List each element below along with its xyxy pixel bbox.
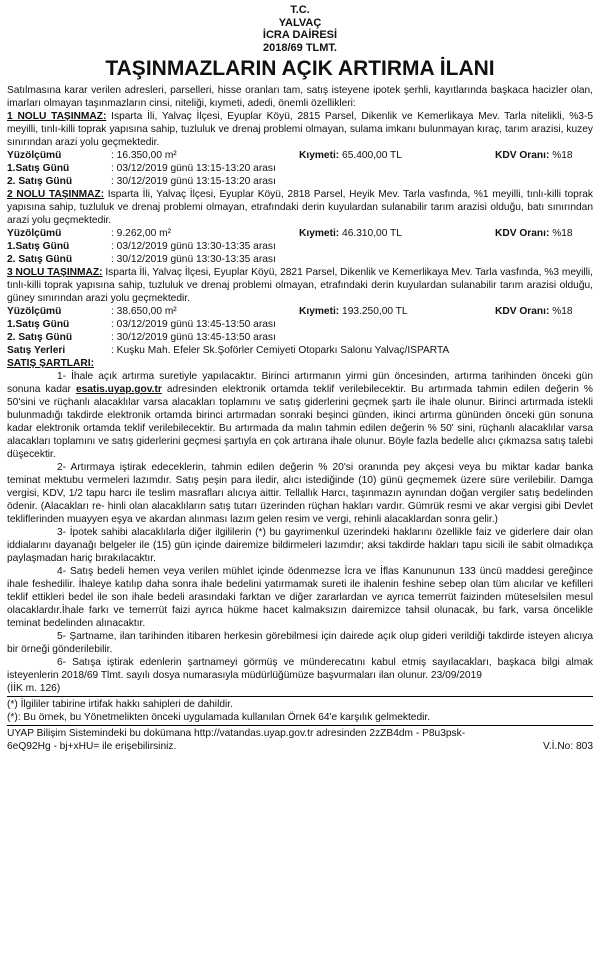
area-value: : 16.350,00 m² [111,150,177,161]
value-amount: 65.400,00 TL [342,150,402,161]
intro-text: Satılmasına karar verilen adresleri, parselleri, hisse oranları tam, satış isteyene ipotek şerhli, kayıtlarında başkaca hacizler olan, imarları olmayan taşınmazların cinsi, niteliği, kıymeti, adedi, önemli özellikleri: [7,85,593,109]
kdv-label: KDV Oranı: [495,150,550,161]
date-value: : 03/12/2019 günü 13:15-13:20 arası [111,163,276,174]
footnote-2: (*): Bu örnek, bu Yönetmelikten önceki uygulamada kullanılan Örnek 64'e karşılık gelmektedir. [7,712,431,723]
condition-5: 5- Şartname, ilan tarihinden itibaren herkesin görebilmesi için dairede açık olup gideri verildiği takdirde isteyen alıcıya bir örneği gönderilebilir. [7,631,593,655]
lot-2-description [7,188,593,227]
lot-2-values [7,227,593,240]
date-label: 1.Satış Günü [7,163,70,174]
sale-place [7,344,593,357]
footnote-1: (*) İlgililer tabirine irtifak hakkı sahipleri de dahildir. [7,699,233,710]
value-label: Kıymeti: [299,228,340,239]
value-amount: 46.310,00 TL [342,228,402,239]
area-label: Yüzölçümü [7,150,62,161]
lot-1-label: 1 NOLU TAŞINMAZ: [7,111,107,122]
lot-1-date-2 [7,175,593,188]
lot-3-values [7,305,593,318]
page-title: TAŞINMAZLARIN AÇIK ARTIRMA İLANI [105,57,495,80]
date-value: : 30/12/2019 günü 13:30-13:35 arası [111,254,276,265]
conditions-title: SATIŞ ŞARTLARI: [7,358,94,369]
area-label: Yüzölçümü [7,228,62,239]
condition-2: 2- Artırmaya iştirak edeceklerin, tahmin edilen değerin % 20'si oranında pey akçesi veya bu miktar kadar banka teminat mektubu vermeleri lazımdır. Satış peşin para iledir, alıcı istediğinde (10) günü geçmemek üzere süre verilebilir. Damga vergisi, KDV, 1/2 tapu harcı ile teslim masrafları alıcıya aittir. Tellallık Harcı, taşınmazın aynından doğan vergiler satış bedelinden ödenir. (Alacakları re- hinli olan alacaklıların satış tutarı üzerinden rüçhan hakları vardır. Gümrük resmi ve akar vergisi gibi Devlet tekliflerinden muayyen eşya ve akardan alınması lazım gelen resim ve vergi, rehinli alacaklardan sonra gelir.) [7,462,593,525]
lot-1-date-1 [7,162,593,175]
condition-6: 6- Satışa iştirak edenlerin şartnameyi görmüş ve münderecatını kabul etmiş sayılacakları, başkaca bilgi almak isteyenlerin 2018/69 Tlmt. sayılı dosya numarasıyla müdürlüğümüze başvurmaları ilan olunur. 23/09/2019 [7,657,593,681]
lot-1-text: Isparta İli, Yalvaç İlçesi, Eyuplar Köyü, 2815 Parsel, Dikenlik ve Kemerlikaya Mev. Tarla nitelikli, %3-5 meyilli, tınlı-killi toprak yapısına sahip, tuzluluk ve drenaj problemi olmayan, sulama imkanı bulunmayan kıraç, tarım arazisi, kuzey sınırından arazi yolu geçmektedir. [7,111,594,148]
area-value: : 38.650,00 m² [111,306,177,317]
date-value: : 30/12/2019 günü 13:15-13:20 arası [111,176,276,187]
lot-2-date-1 [7,240,593,253]
condition-1-text-b: adresinden elektronik ortamda teklif verilebilecektir. Bu artırmada tahmin edilen değerin % 50'sini ve rüçhanlı alacaklılar varsa alacakları toplamını ve satış giderlerini geçmek şartı ile ihale olunur. Birinci artırmada istekli bulunmadığı takdirde elektronik ortamda birinci artırmadan sonraki beşinci günden, ikinci artırma gününden önceki gün sonuna kadar elektronik ortamda teklif verilebilecektir. Bu artırmada da malın tahmin edilen değerin % 50' sini, rüçhanlı alacaklılar varsa alacakları toplamını ve satış giderlerini geçmesi şartıyla en çok artırana ihale olunur. Böyle fazla bedelle alıcı çıkmazsa satış talebi düşecektir. [7,384,593,460]
lot-1-values [7,149,593,162]
header-office: İCRA DAİRESİ [262,29,338,41]
date-value: : 30/12/2019 günü 13:45-13:50 arası [111,332,276,343]
header-tc: T.C. [290,4,310,16]
divider [7,725,593,726]
value-label: Kıymeti: [299,306,340,317]
footer-notice-number: V.İ.No: 803 [542,741,593,752]
condition-3: 3- İpotek sahibi alacaklılarla diğer ilgililerin (*) bu gayrimenkul üzerindeki haklarını özellikle faiz ve giderlere dair olan iddialarını dayanağı belgeler ile (15) gün içinde dairemize bildirmeleri lazımdır; aksi takdirde hakları tapu sicili ile sabit olmadıkça paylaşmadan hariç bırakılacaktır. [7,527,593,564]
lot-2-date-2 [7,253,593,266]
footer-line-2 [7,740,593,753]
lot-3-text: Isparta İli, Yalvaç İlçesi, Eyuplar Köyü, 2821 Parsel, Dikenlik ve Kemerlikaya Mev. Tarla vasfında, %3 meyilli, tınlı-killi toprak yapısına sahip, tuzluluk ve drenaj problemi olmayan, etrafındaki derin kuyulardan sulanabilir tarım arazisi olduğu, güney sınırından arazi yolu geçmektedir. [7,267,593,304]
value-label: Kıymeti: [299,150,340,161]
esatis-link[interactable]: esatis.uyap.gov.tr [75,384,162,395]
date-label: 1.Satış Günü [7,319,70,330]
condition-1-text-a: 1- İhale açık artırma suretiyle yapılacaktır. Birinci artırmanın yirmi gün öncesinden, artırma tarihinden önceki gün sonuna kadar [7,371,593,395]
area-value: : 9.262,00 m² [111,228,172,239]
kdv-value: %18 [552,228,573,239]
date-label: 2. Satış Günü [7,332,73,343]
date-value: : 03/12/2019 günü 13:30-13:35 arası [111,241,276,252]
date-label: 2. Satış Günü [7,176,73,187]
lot-2-text: Isparta İli, Yalvaç İlçesi, Eyuplar Köyü, 2818 Parsel, Heyik Mev. Tarla vasfında, %1 meyilli, tınlı-killi toprak yapısına sahip, tuzluluk ve drenaj problemi olmayan, etrafındaki derin kuyulardan sulanabilir tarım arazisi olduğu, batı sınırından arazi yolu geçmektedir. [7,189,594,226]
divider [7,696,593,697]
lot-3-label: 3 NOLU TAŞINMAZ: [7,267,103,278]
lot-2-label: 2 NOLU TAŞINMAZ: [7,189,105,200]
kdv-value: %18 [552,150,573,161]
lot-3-date-1 [7,318,593,331]
area-label: Yüzölçümü [7,306,62,317]
condition-1 [7,370,593,461]
lot-1-description [7,110,593,149]
law-reference: (İİK m. 126) [7,683,61,694]
header-file-no: 2018/69 TLMT. [263,41,337,54]
date-value: : 03/12/2019 günü 13:45-13:50 arası [111,319,276,330]
date-label: 1.Satış Günü [7,241,70,252]
footer-access-code: 6eQ92Hg - bj+xHU= ile erişebilirsiniz. [7,741,177,752]
kdv-label: KDV Oranı: [495,228,550,239]
sale-place-label: Satış Yerleri [7,345,66,356]
kdv-value: %18 [552,306,573,317]
lot-3-description [7,266,593,305]
sale-place-value: : Kuşku Mah. Efeler Sk.Şoförler Cemiyeti Otoparkı Salonu Yalvaç/ISPARTA [111,345,450,356]
kdv-label: KDV Oranı: [495,306,550,317]
value-amount: 193.250,00 TL [342,306,408,317]
date-label: 2. Satış Günü [7,254,73,265]
header-city: YALVAÇ [278,16,322,29]
condition-4: 4- Satış bedeli hemen veya verilen mühlet içinde ödenmezse İcra ve İflas Kanununun 133 üncü maddesi gereğince ihale feshedilir. İhaleye katılıp daha sonra ihale bedelini yatırmamak sureti ile ihalenin feshine sebep olan tüm alıcılar ve kefilleri teklif ettikleri bedel ile son ihale bedeli arasındaki farktan ve diğer zararlardan ve ayrıca temerrüt faizinden müteselsilen mesul olacaklardır.İhale farkı ve temerrüt faizi ayrıca hükme hacet kalmaksızın dairemizce tahsil olunacak, bu fark, varsa öncelikle teminat bedelinden alınacaktır. [7,566,593,629]
footer-line-1: UYAP Bilişim Sistemindeki bu dokümana http://vatandas.uyap.gov.tr adresinden 2zZB4dm - P8u3psk- [7,728,466,739]
lot-3-date-2 [7,331,593,344]
